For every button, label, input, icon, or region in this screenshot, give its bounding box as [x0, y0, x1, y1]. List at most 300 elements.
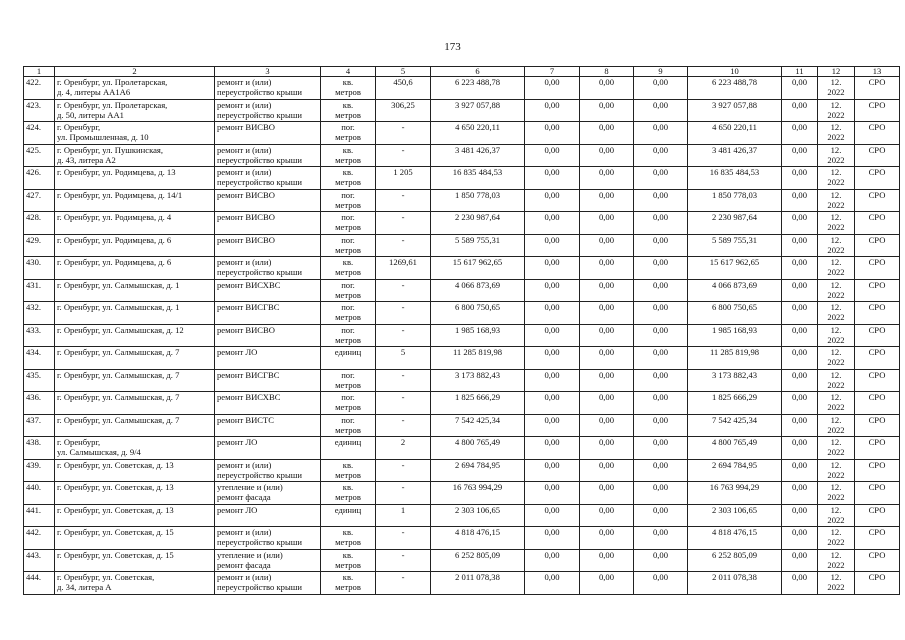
table-row [24, 99, 900, 122]
work-type-cell [215, 527, 321, 550]
quantity-cell [376, 459, 431, 482]
funds-cell-text: 0,00 [544, 437, 560, 447]
quantity-cell-text: 2 [400, 437, 406, 447]
work-type-cell-text: ремонт фасада [217, 559, 271, 570]
quantity-cell-text: 5 [400, 347, 406, 357]
quantity-cell-text: - [401, 234, 405, 245]
funds-cell [782, 257, 818, 280]
unit-cell-text: метров [335, 222, 361, 232]
funds-cell [634, 212, 688, 235]
funds-cell [525, 369, 580, 392]
deadline-cell-text: 12. [830, 122, 842, 132]
unit-cell-text: пог. [341, 234, 355, 245]
funds-cell [580, 279, 634, 302]
quantity-cell-text: - [401, 144, 405, 155]
table-row [24, 144, 900, 167]
funds-cell [782, 437, 818, 460]
funds-cell-text: 0,00 [544, 99, 560, 110]
deadline-cell [818, 234, 855, 257]
deadline-cell [818, 572, 855, 595]
address-cell [55, 549, 215, 572]
table-row [24, 77, 900, 100]
table-row [24, 167, 900, 190]
funds-cell-text: 0,00 [598, 527, 615, 537]
work-type-cell-text: ремонт фасада [217, 492, 271, 502]
total-cost-cell-text: 5 589 755,31 [454, 234, 501, 245]
deadline-cell [818, 437, 855, 460]
work-type-cell [215, 302, 321, 325]
owner-funds-cell-text: 3 481 426,37 [711, 144, 758, 155]
total-cost-cell-text: 3 481 426,37 [454, 144, 501, 155]
executor-cell [855, 504, 900, 527]
address-cell-text: г. Оренбург, ул. Пролетарская, [57, 77, 168, 87]
row-number [24, 414, 55, 437]
quantity-cell [376, 279, 431, 302]
total-cost-cell-text: 7 542 425,34 [454, 414, 501, 425]
owner-funds-cell-text: 16 835 484,53 [709, 167, 760, 177]
deadline-cell-text: 2022 [827, 289, 845, 300]
deadline-cell-text: 2022 [827, 447, 845, 457]
unit-cell [321, 527, 376, 550]
address-cell-text: г. Оренбург, ул. Советская, д. 13 [57, 482, 174, 492]
address-cell [55, 347, 215, 370]
row-number [24, 459, 55, 482]
address-cell-text: г. Оренбург, ул. Салмышская, д. 7 [57, 347, 180, 357]
funds-cell [634, 572, 688, 595]
address-cell [55, 279, 215, 302]
funds-cell [525, 347, 580, 370]
total-cost-cell [431, 459, 525, 482]
total-cost-cell [431, 167, 525, 190]
unit-cell-text: метров [335, 469, 361, 480]
unit-cell-text: метров [335, 289, 361, 300]
funds-cell-text: 0,00 [652, 279, 669, 290]
unit-cell [321, 504, 376, 527]
unit-cell-text: кв. [342, 99, 354, 110]
funds-cell [525, 212, 580, 235]
funds-cell-text: 0,00 [544, 279, 560, 290]
deadline-cell [818, 347, 855, 370]
row-number [24, 122, 55, 145]
executor-cell [855, 302, 900, 325]
deadline-cell-text: 2022 [827, 177, 845, 187]
funds-cell [580, 392, 634, 415]
table-row [24, 234, 900, 257]
executor-cell-text: СРО [868, 392, 886, 402]
total-cost-cell [431, 414, 525, 437]
funds-cell [782, 144, 818, 167]
total-cost-cell-text: 3 173 882,43 [454, 369, 501, 380]
funds-cell-text: 0,00 [544, 189, 560, 200]
funds-cell-text: 0,00 [791, 257, 808, 267]
executor-cell [855, 279, 900, 302]
funds-cell [634, 324, 688, 347]
executor-cell [855, 459, 900, 482]
owner-funds-cell [688, 504, 782, 527]
funds-cell [782, 572, 818, 595]
work-type-cell [215, 392, 321, 415]
deadline-cell-text: 2022 [827, 559, 845, 570]
table-row [24, 369, 900, 392]
unit-cell-text: кв. [342, 257, 354, 267]
funds-cell [525, 302, 580, 325]
funds-cell-text: 0,00 [598, 99, 615, 110]
unit-cell-text: метров [335, 312, 361, 322]
funds-cell-text: 0,00 [544, 527, 560, 537]
unit-cell-text: метров [335, 87, 361, 97]
funds-cell-text: 0,00 [544, 324, 560, 335]
funds-cell [782, 504, 818, 527]
funds-cell-text: 0,00 [598, 324, 615, 335]
funds-cell-text: 0,00 [598, 234, 615, 245]
funds-cell [580, 459, 634, 482]
unit-cell-text: пог. [341, 324, 355, 335]
funds-cell-text: 0,00 [791, 234, 808, 245]
row-number [24, 257, 55, 280]
total-cost-cell-text: 6 800 750,65 [454, 302, 501, 312]
funds-cell-text: 0,00 [791, 504, 808, 515]
funds-cell-text: 0,00 [791, 144, 808, 155]
address-cell [55, 459, 215, 482]
quantity-cell [376, 77, 431, 100]
deadline-cell [818, 77, 855, 100]
work-type-cell-text: ремонт ЛО [217, 504, 258, 515]
quantity-cell-text: - [401, 212, 405, 222]
work-type-cell [215, 324, 321, 347]
funds-cell [580, 99, 634, 122]
work-type-cell-text: переустройство крыши [217, 109, 302, 120]
deadline-cell [818, 167, 855, 190]
funds-cell [525, 437, 580, 460]
executor-cell-text: СРО [868, 122, 886, 132]
funds-cell-text: 0,00 [652, 257, 669, 267]
deadline-cell-text: 12. [830, 77, 842, 87]
funds-cell [634, 122, 688, 145]
column-header: 3 [215, 67, 321, 77]
funds-cell [634, 279, 688, 302]
total-cost-cell [431, 99, 525, 122]
address-cell-text: г. Оренбург, ул. Родимцева, д. 6 [57, 234, 172, 245]
address-cell-text: г. Оренбург, ул. Советская, д. 15 [57, 549, 174, 560]
address-cell [55, 122, 215, 145]
funds-cell [634, 504, 688, 527]
work-type-cell-text: ремонт ВИСВО [217, 212, 275, 222]
quantity-cell [376, 212, 431, 235]
deadline-cell [818, 302, 855, 325]
funds-cell [782, 189, 818, 212]
funds-cell [525, 189, 580, 212]
deadline-cell-text: 2022 [827, 469, 845, 480]
row-number-text: 433. [26, 324, 42, 335]
owner-funds-cell [688, 167, 782, 190]
work-type-cell-text: ремонт ВИСВО [217, 122, 275, 132]
funds-cell-text: 0,00 [791, 212, 808, 222]
funds-cell-text: 0,00 [652, 302, 669, 312]
funds-cell-text: 0,00 [652, 212, 669, 222]
unit-cell-text: единиц [334, 504, 362, 515]
work-type-cell-text: переустройство крыши [217, 87, 302, 97]
funds-cell [580, 504, 634, 527]
executor-cell-text: СРО [868, 77, 886, 87]
total-cost-cell-text: 4 818 476,15 [454, 527, 501, 537]
unit-cell [321, 572, 376, 595]
quantity-cell [376, 572, 431, 595]
funds-cell-text: 0,00 [652, 504, 669, 515]
total-cost-cell-text: 2 011 078,38 [455, 572, 500, 582]
work-type-cell-text: ремонт и (или) [217, 99, 272, 110]
unit-cell-text: кв. [342, 144, 354, 155]
quantity-cell [376, 189, 431, 212]
funds-cell-text: 0,00 [791, 572, 808, 582]
owner-funds-cell-text: 6 252 805,09 [711, 549, 758, 560]
funds-cell [525, 324, 580, 347]
address-cell [55, 504, 215, 527]
funds-cell [580, 414, 634, 437]
funds-cell-text: 0,00 [598, 504, 615, 515]
deadline-cell [818, 122, 855, 145]
executor-cell [855, 234, 900, 257]
row-number [24, 527, 55, 550]
funds-cell-text: 0,00 [544, 347, 560, 357]
funds-cell [580, 369, 634, 392]
address-cell-text: г. Оренбург, ул. Советская, д. 13 [57, 459, 174, 470]
work-type-cell-text: ремонт ВИСВО [217, 189, 275, 200]
row-number-text: 441. [26, 504, 42, 515]
funds-cell [782, 212, 818, 235]
deadline-cell-text: 2022 [827, 582, 845, 592]
deadline-cell-text: 2022 [827, 379, 845, 390]
executor-cell-text: СРО [868, 257, 886, 267]
executor-cell [855, 122, 900, 145]
unit-cell-text: кв. [342, 167, 354, 177]
owner-funds-cell-text: 4 818 476,15 [711, 527, 758, 537]
quantity-cell-text: 1 205 [393, 167, 413, 177]
funds-cell [634, 414, 688, 437]
row-number [24, 504, 55, 527]
unit-cell-text: метров [335, 492, 361, 502]
unit-cell-text: кв. [342, 572, 354, 582]
unit-cell-text: кв. [342, 459, 354, 470]
deadline-cell-text: 2022 [827, 199, 845, 210]
funds-cell [580, 212, 634, 235]
funds-cell [634, 77, 688, 100]
funds-cell-text: 0,00 [652, 369, 669, 380]
row-number-text: 425. [26, 144, 42, 155]
funds-cell [525, 99, 580, 122]
table-row [24, 527, 900, 550]
funds-cell [580, 482, 634, 505]
owner-funds-cell-text: 1 850 778,03 [711, 189, 758, 200]
row-number [24, 212, 55, 235]
funds-cell [634, 527, 688, 550]
funds-cell [580, 347, 634, 370]
address-cell-text: г. Оренбург, ул. Родимцева, д. 4 [57, 212, 172, 222]
deadline-cell [818, 392, 855, 415]
row-number [24, 549, 55, 572]
deadline-cell [818, 324, 855, 347]
deadline-cell [818, 212, 855, 235]
funds-cell [525, 572, 580, 595]
total-cost-cell [431, 324, 525, 347]
funds-cell-text: 0,00 [791, 369, 808, 380]
row-number-text: 439. [26, 459, 42, 470]
owner-funds-cell-text: 11 285 819,98 [709, 347, 760, 357]
funds-cell-text: 0,00 [544, 392, 560, 402]
column-header: 13 [855, 67, 900, 77]
funds-cell-text: 0,00 [598, 459, 615, 470]
deadline-cell [818, 549, 855, 572]
owner-funds-cell [688, 257, 782, 280]
funds-cell-text: 0,00 [598, 414, 615, 425]
work-type-cell [215, 167, 321, 190]
address-cell-text: д. 4, литеры АА1А6 [57, 87, 131, 97]
funds-cell [580, 144, 634, 167]
work-type-cell-text: ремонт ВИСГВС [217, 302, 280, 312]
row-number [24, 347, 55, 370]
table-row [24, 257, 900, 280]
total-cost-cell [431, 279, 525, 302]
funds-cell [525, 504, 580, 527]
funds-cell-text: 0,00 [598, 257, 615, 267]
funds-cell-text: 0,00 [791, 77, 808, 87]
funds-cell [782, 549, 818, 572]
funds-cell-text: 0,00 [652, 122, 669, 132]
unit-cell-text: метров [335, 402, 361, 412]
owner-funds-cell [688, 122, 782, 145]
executor-cell-text: СРО [868, 144, 886, 155]
owner-funds-cell [688, 212, 782, 235]
funds-cell [634, 99, 688, 122]
row-number-text: 434. [26, 347, 42, 357]
total-cost-cell [431, 392, 525, 415]
deadline-cell-text: 12. [830, 99, 842, 110]
work-type-cell [215, 212, 321, 235]
funds-cell [634, 167, 688, 190]
row-number [24, 167, 55, 190]
row-number-text: 432. [26, 302, 42, 312]
owner-funds-cell-text: 16 763 994,29 [709, 482, 760, 492]
work-type-cell-text: ремонт ВИСГВС [217, 369, 280, 380]
row-number-text: 429. [26, 234, 42, 245]
column-number-row [24, 67, 900, 77]
unit-cell-text: пог. [341, 189, 355, 200]
owner-funds-cell-text: 2 303 106,65 [711, 504, 758, 515]
executor-cell [855, 437, 900, 460]
unit-cell [321, 189, 376, 212]
address-cell-text: г. Оренбург, ул. Родимцева, д. 13 [57, 167, 176, 177]
funds-cell [782, 482, 818, 505]
row-number [24, 369, 55, 392]
row-number-text: 422. [26, 77, 42, 87]
work-type-cell [215, 414, 321, 437]
funds-cell-text: 0,00 [791, 392, 808, 402]
table-row [24, 324, 900, 347]
address-cell [55, 369, 215, 392]
total-cost-cell [431, 347, 525, 370]
address-cell [55, 144, 215, 167]
unit-cell [321, 392, 376, 415]
work-type-cell [215, 77, 321, 100]
address-cell-text: д. 43, литера А2 [57, 154, 116, 165]
deadline-cell-text: 12. [830, 257, 842, 267]
work-type-cell-text: переустройство крыши [217, 582, 302, 592]
quantity-cell [376, 437, 431, 460]
funds-cell-text: 0,00 [791, 122, 808, 132]
address-cell-text: г. Оренбург, ул. Советская, д. 13 [57, 504, 174, 515]
row-number-text: 437. [26, 414, 42, 425]
quantity-cell-text: - [401, 572, 405, 582]
unit-cell-text: метров [335, 267, 361, 277]
funds-cell [580, 234, 634, 257]
funds-cell-text: 0,00 [791, 302, 808, 312]
repair-register-table [23, 66, 900, 595]
executor-cell [855, 189, 900, 212]
funds-cell-text: 0,00 [544, 144, 560, 155]
unit-cell-text: метров [335, 334, 361, 345]
funds-cell-text: 0,00 [791, 482, 808, 492]
work-type-cell [215, 482, 321, 505]
owner-funds-cell [688, 482, 782, 505]
address-cell [55, 324, 215, 347]
funds-cell [580, 122, 634, 145]
address-cell-text: г. Оренбург, ул. Салмышская, д. 1 [57, 279, 180, 290]
unit-cell-text: кв. [342, 482, 354, 492]
funds-cell [580, 549, 634, 572]
executor-cell [855, 347, 900, 370]
row-number [24, 572, 55, 595]
funds-cell-text: 0,00 [791, 279, 808, 290]
funds-cell [782, 347, 818, 370]
funds-cell-text: 0,00 [544, 414, 560, 425]
work-type-cell-text: ремонт ВИСВО [217, 234, 275, 245]
address-cell-text: ул. Салмышская, д. 9/4 [57, 447, 141, 457]
unit-cell-text: единиц [334, 437, 362, 447]
deadline-cell [818, 369, 855, 392]
total-cost-cell-text: 2 230 987,64 [454, 212, 501, 222]
table-row [24, 347, 900, 370]
work-type-cell-text: переустройство крыши [217, 267, 302, 277]
owner-funds-cell [688, 324, 782, 347]
funds-cell-text: 0,00 [598, 167, 615, 177]
row-number [24, 482, 55, 505]
table-row [24, 212, 900, 235]
funds-cell-text: 0,00 [652, 347, 669, 357]
address-cell [55, 437, 215, 460]
table-row [24, 549, 900, 572]
deadline-cell-text: 2022 [827, 357, 845, 367]
funds-cell [525, 549, 580, 572]
quantity-cell [376, 324, 431, 347]
deadline-cell-text: 12. [830, 459, 842, 470]
quantity-cell [376, 482, 431, 505]
work-type-cell-text: ремонт и (или) [217, 77, 272, 87]
quantity-cell-text: - [401, 189, 405, 200]
deadline-cell-text: 2022 [827, 132, 845, 142]
row-number-text: 424. [26, 122, 42, 132]
row-number-text: 426. [26, 167, 42, 177]
funds-cell [782, 414, 818, 437]
funds-cell-text: 0,00 [544, 122, 560, 132]
work-type-cell-text: переустройство крыши [217, 154, 302, 165]
owner-funds-cell [688, 189, 782, 212]
work-type-cell-text: ремонт ВИСТС [217, 414, 275, 425]
total-cost-cell-text: 6 223 488,78 [454, 77, 501, 87]
deadline-cell-text: 12. [830, 347, 842, 357]
deadline-cell-text: 2022 [827, 244, 845, 255]
work-type-cell [215, 279, 321, 302]
work-type-cell-text: ремонт ЛО [217, 437, 258, 447]
quantity-cell [376, 302, 431, 325]
